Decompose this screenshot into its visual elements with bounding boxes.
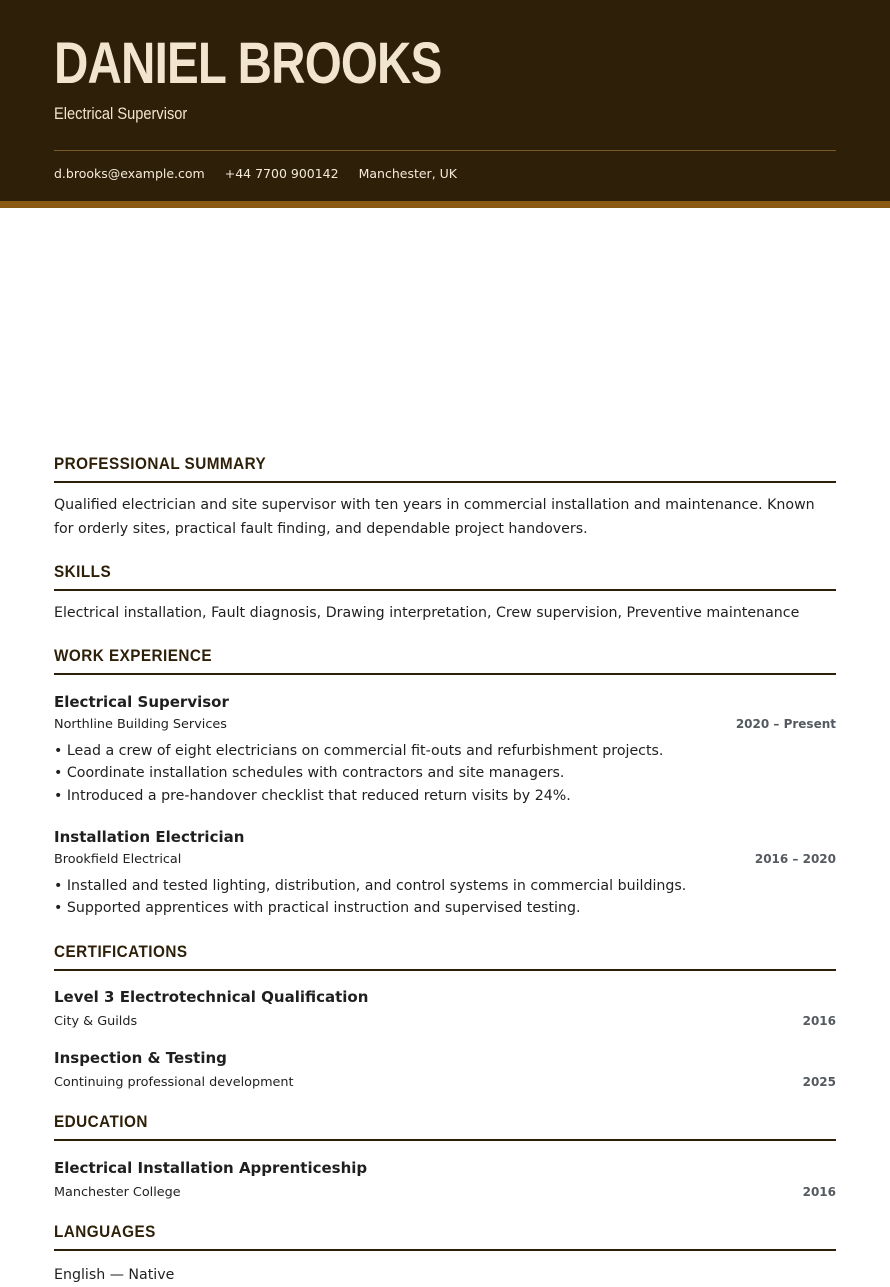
- job-bullets: [54, 875, 836, 920]
- certification-meta: [54, 1075, 836, 1090]
- experience-section: [54, 646, 836, 675]
- job-entry: [54, 828, 836, 920]
- job-bullet: • Coordinate installation schedules with contractors and site managers.: [54, 765, 565, 782]
- job-title: Electrical Supervisor: [54, 693, 229, 711]
- summary-section: [54, 454, 836, 541]
- certification-title: Level 3 Electrotechnical Qualification: [54, 988, 369, 1006]
- job-company: Brookfield Electrical: [54, 852, 182, 867]
- contact-row: [54, 166, 457, 181]
- job-meta: [54, 717, 836, 732]
- skills-section: [54, 562, 836, 625]
- section-heading: LANGUAGES: [54, 1222, 836, 1251]
- certifications-section: [54, 942, 836, 971]
- header-divider: [54, 150, 836, 151]
- certification-issuer: City & Guilds: [54, 1014, 138, 1029]
- job-entry: [54, 693, 836, 807]
- candidate-name: DANIEL BROOKS: [54, 31, 442, 96]
- section-heading: EDUCATION: [54, 1112, 836, 1141]
- contact-phone: +44 7700 900142: [224, 166, 339, 181]
- candidate-title: Electrical Supervisor: [54, 104, 188, 123]
- section-heading: WORK EXPERIENCE: [54, 646, 836, 675]
- education-institution: Manchester College: [54, 1185, 181, 1200]
- job-bullets: [54, 740, 836, 807]
- job-bullet: • Supported apprentices with practical instruction and supervised testing.: [54, 900, 581, 917]
- section-heading: PROFESSIONAL SUMMARY: [54, 454, 836, 483]
- certification-year: 2025: [802, 1075, 836, 1089]
- education-meta: [54, 1185, 836, 1200]
- certification-issuer: Continuing professional development: [54, 1075, 294, 1090]
- education-section: [54, 1112, 836, 1141]
- job-bullet: • Lead a crew of eight electricians on commercial fit-outs and refurbishment projects.: [54, 743, 664, 759]
- resume-header: [0, 0, 890, 208]
- job-meta: [54, 852, 836, 867]
- contact-email: d.brooks@example.com: [54, 166, 205, 181]
- certification-year: 2016: [802, 1014, 836, 1028]
- education-year: 2016: [802, 1185, 836, 1199]
- skills-text: Electrical installation, Fault diagnosis, Drawing interpretation, Crew supervision, Preventive maintenance: [54, 605, 800, 621]
- job-company: Northline Building Services: [54, 717, 227, 732]
- section-heading: CERTIFICATIONS: [54, 942, 836, 971]
- certification-entry: [54, 1049, 836, 1090]
- job-dates: 2020 – Present: [735, 717, 836, 731]
- languages-text: English — Native: [54, 1267, 175, 1283]
- contact-location: Manchester, UK: [358, 166, 457, 181]
- job-bullet: • Introduced a pre-handover checklist that reduced return visits by 24%.: [54, 787, 571, 804]
- job-dates: 2016 – 2020: [754, 852, 836, 866]
- section-heading: SKILLS: [54, 562, 836, 591]
- certification-meta: [54, 1014, 836, 1029]
- job-title: Installation Electrician: [54, 828, 245, 846]
- summary-text: Qualified electrician and site supervisor with ten years in commercial installation and maintenance. Known for orderly sites, practical fault finding, and dependable project handovers.: [54, 497, 815, 537]
- job-bullet: • Installed and tested lighting, distribution, and control systems in commercial buildings.: [54, 878, 687, 894]
- education-entry: [54, 1159, 836, 1200]
- certification-title: Inspection & Testing: [54, 1049, 227, 1067]
- education-title: Electrical Installation Apprenticeship: [54, 1159, 368, 1177]
- certification-entry: [54, 988, 836, 1029]
- languages-section: [54, 1222, 836, 1287]
